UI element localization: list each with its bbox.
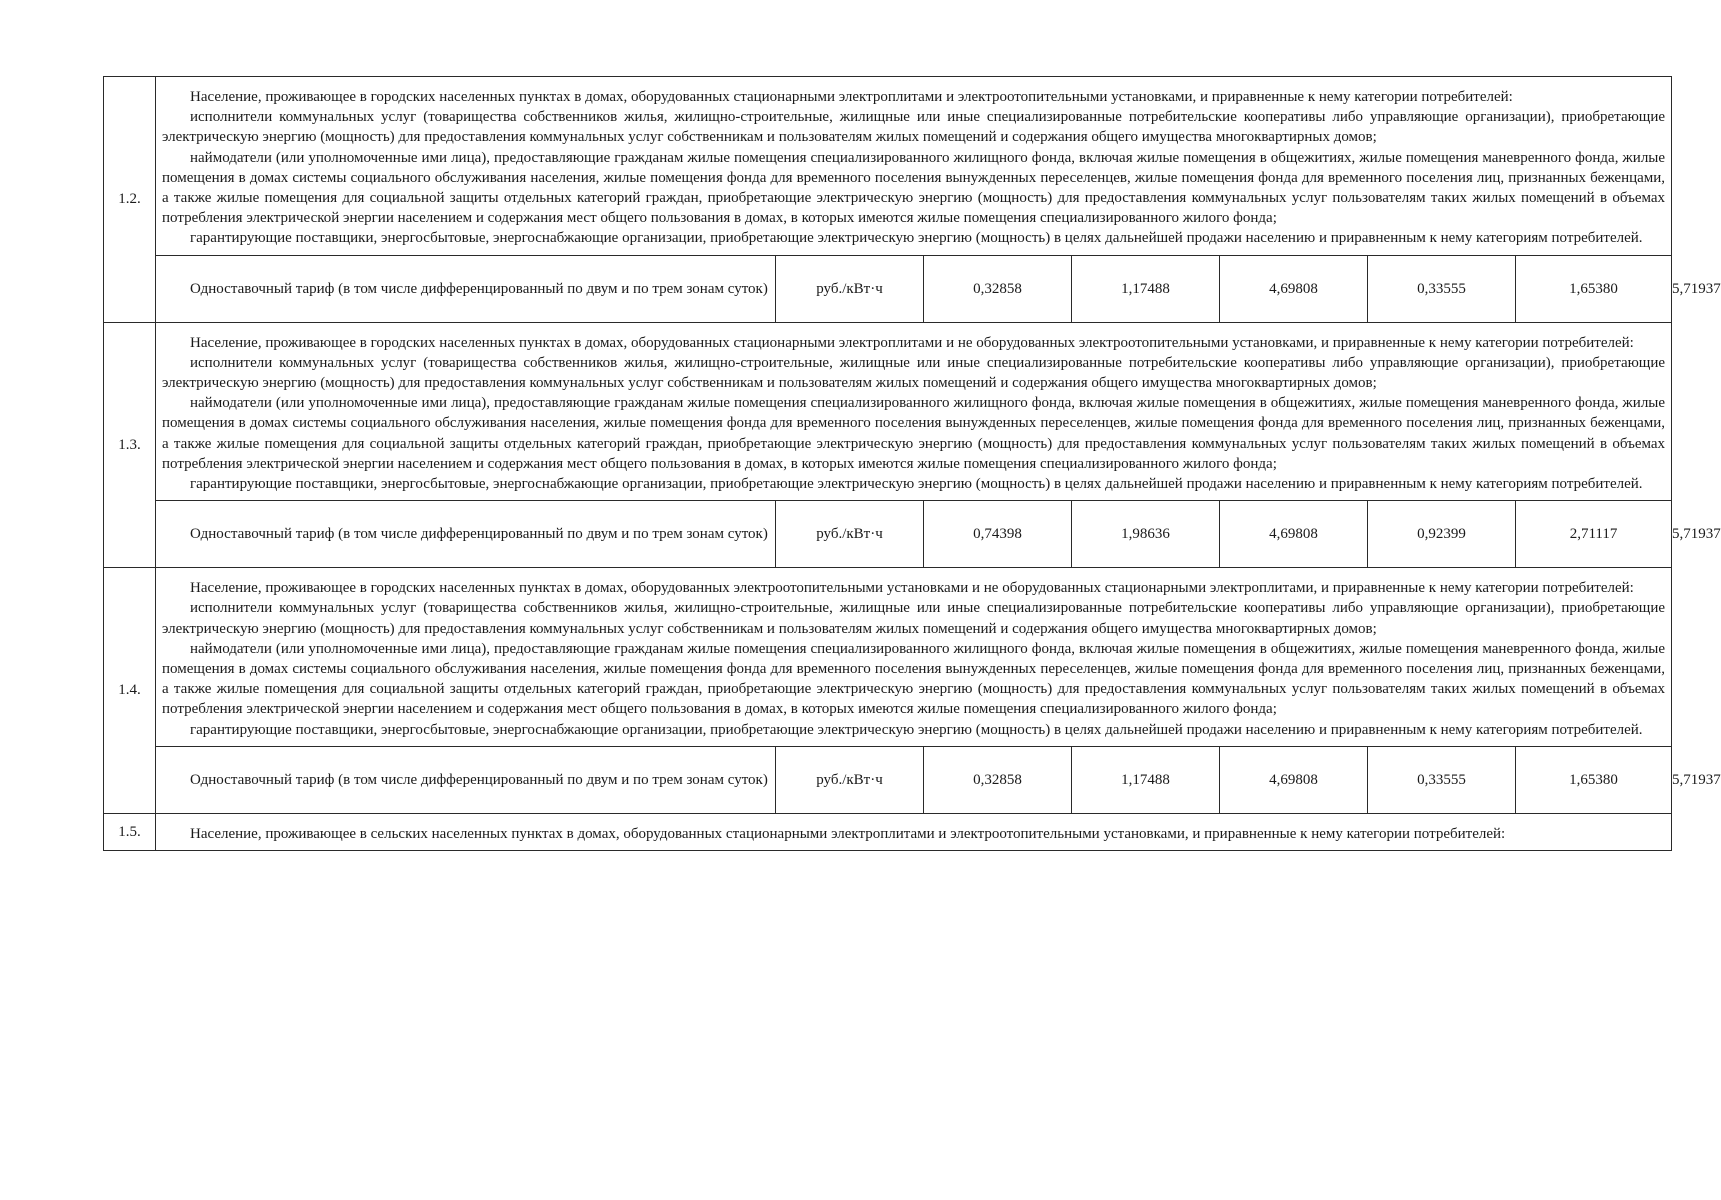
section-description — [156, 77, 1672, 256]
section-description-row — [104, 568, 1672, 747]
tariff-value: 0,33555 — [1368, 255, 1516, 322]
description-paragraph: Население, проживающее в городских населенных пунктах в домах, оборудованных электроотопительными установками и не оборудованных стационарными электроплитами, и приравненные к нему категории потребителей: — [190, 580, 1634, 597]
tariff-value: 0,33555 — [1368, 746, 1516, 813]
section-description-row — [104, 322, 1672, 501]
tariff-value: 0,32858 — [924, 255, 1072, 322]
description-paragraph: гарантирующие поставщики, энергосбытовые, энергоснабжающие организации, приобретающие электрическую энергию (мощность) в целях дальнейшей продажи населению и приравненным к нему категориям потребителей. — [190, 721, 1643, 738]
tariff-value: 0,92399 — [1368, 501, 1516, 568]
section-number: 1.2. — [104, 77, 156, 323]
description-paragraph: исполнители коммунальных услуг (товарищества собственников жилья, жилищно-строительные, жилищные или иные специализированные потребительские кооперативы либо управляющие организации), приобретающие электрическую энергию (мощность) для предоставления коммунальных услуг собственникам и пользователям жилых помещений и содержания общего имущества многоквартирных домов; — [162, 109, 1666, 146]
description-paragraph: гарантирующие поставщики, энергосбытовые, энергоснабжающие организации, приобретающие электрическую энергию (мощность) в целях дальнейшей продажи населению и приравненным к нему категориям потребителей. — [190, 476, 1643, 493]
tariff-unit: руб./кВт·ч — [776, 255, 924, 322]
section-number: 1.4. — [104, 568, 156, 814]
tariff-value: 1,65380 — [1516, 255, 1672, 322]
tariff-value: 1,17488 — [1072, 746, 1220, 813]
tariff-table — [103, 76, 1721, 851]
description-paragraph: наймодатели (или уполномоченные ими лица), предоставляющие гражданам жилые помещения специализированного жилищного фонда, включая жилые помещения в общежитиях, жилые помещения маневренного фонда, жилые помещения в домах системы социального обслуживания населения, жилые помещения фонда для временного поселения вынужденных переселенцев, жилые помещения фонда для временного поселения лиц, признанных беженцами, а также жилые помещения для социальной защиты отдельных категорий граждан, приобретающие электрическую энергию (мощность) для предоставления коммунальных услуг пользователям таких жилых помещений в объемах потребления электрической энергии населением и содержания мест общего пользования в домах, в которых имеются жилые помещения специализированного жилого фонда; — [162, 149, 1666, 227]
section-description — [156, 322, 1672, 501]
tariff-value: 1,17488 — [1072, 255, 1220, 322]
tariff-value: 4,69808 — [1220, 255, 1368, 322]
section-description-row — [104, 77, 1672, 256]
section-number: 1.3. — [104, 322, 156, 568]
tariff-label: Одноставочный тариф (в том числе дифференцированный по двум и по трем зонам суток) — [156, 501, 776, 568]
description-paragraph: наймодатели (или уполномоченные ими лица), предоставляющие гражданам жилые помещения специализированного жилищного фонда, включая жилые помещения в общежитиях, жилые помещения маневренного фонда, жилые помещения в домах системы социального обслуживания населения, жилые помещения фонда для временного поселения вынужденных переселенцев, жилые помещения фонда для временного поселения лиц, признанных беженцами, а также жилые помещения для социальной защиты отдельных категорий граждан, приобретающие электрическую энергию (мощность) для предоставления коммунальных услуг пользователям таких жилых помещений в объемах потребления электрической энергии населением и содержания мест общего пользования в домах, в которых имеются жилые помещения специализированного жилого фонда; — [162, 395, 1666, 472]
section-description-row — [104, 813, 1672, 850]
tariff-value: 0,74398 — [924, 501, 1072, 568]
tariff-label: Одноставочный тариф (в том числе дифференцированный по двум и по трем зонам суток) — [156, 746, 776, 813]
tariff-value: 4,69808 — [1220, 501, 1368, 568]
tariff-row: Одноставочный тариф (в том числе дифференцированный по двум и по трем зонам суток) руб./кВт·ч 0,32858 1,17488 4,69808 0,33555 1,65380 5,71937 — [104, 255, 1672, 322]
description-paragraph: исполнители коммунальных услуг (товарищества собственников жилья, жилищно-строительные, жилищные или иные специализированные потребительские кооперативы либо управляющие организации), приобретающие электрическую энергию (мощность) для предоставления коммунальных услуг собственникам и пользователям жилых помещений и содержания общего имущества многоквартирных домов; — [162, 354, 1666, 392]
section-description — [156, 813, 1672, 850]
tariff-value: 1,65380 — [1516, 746, 1672, 813]
tariff-value: 2,71117 — [1516, 501, 1672, 568]
description-paragraph: исполнители коммунальных услуг (товарищества собственников жилья, жилищно-строительные, жилищные или иные специализированные потребительские кооперативы либо управляющие организации), приобретающие электрическую энергию (мощность) для предоставления коммунальных услуг собственникам и пользователям жилых помещений и содержания общего имущества многоквартирных домов; — [162, 600, 1666, 637]
section-number: 1.5. — [104, 813, 156, 850]
tariff-value: 4,69808 — [1220, 746, 1368, 813]
section-description — [156, 568, 1672, 747]
description-paragraph: Население, проживающее в сельских населенных пунктах в домах, оборудованных стационарными электроплитами и электроотопительными установками, и приравненные к нему категории потребителей: — [190, 825, 1506, 842]
description-paragraph: наймодатели (или уполномоченные ими лица), предоставляющие гражданам жилые помещения специализированного жилищного фонда, включая жилые помещения в общежитиях, жилые помещения маневренного фонда, жилые помещения в домах системы социального обслуживания населения, жилые помещения фонда для временного поселения вынужденных переселенцев, жилые помещения фонда для временного поселения лиц, признанных беженцами, а также жилые помещения для социальной защиты отдельных категорий граждан, приобретающие электрическую энергию (мощность) для предоставления коммунальных услуг пользователям таких жилых помещений в объемах потребления электрической энергии населением и содержания мест общего пользования в домах, в которых имеются жилые помещения специализированного жилого фонда; — [162, 640, 1666, 718]
tariff-unit: руб./кВт·ч — [776, 746, 924, 813]
tariff-value: 1,98636 — [1072, 501, 1220, 568]
description-paragraph: Население, проживающее в городских населенных пунктах в домах, оборудованных стационарными электроплитами и не оборудованных электроотопительными установками, и приравненные к нему категории потребителей: — [190, 334, 1634, 351]
description-paragraph: Население, проживающее в городских населенных пунктах в домах, оборудованных стационарными электроплитами и электроотопительными установками, и приравненные к нему категории потребителей: — [190, 89, 1513, 105]
tariff-value: 0,32858 — [924, 746, 1072, 813]
tariff-row: Одноставочный тариф (в том числе дифференцированный по двум и по трем зонам суток) руб./кВт·ч 0,32858 1,17488 4,69808 0,33555 1,65380 5,71937 — [104, 746, 1672, 813]
tariff-label: Одноставочный тариф (в том числе дифференцированный по двум и по трем зонам суток) — [156, 255, 776, 322]
tariff-row: Одноставочный тариф (в том числе дифференцированный по двум и по трем зонам суток) руб./кВт·ч 0,74398 1,98636 4,69808 0,92399 2,71117 5,71937 — [104, 501, 1672, 568]
description-paragraph: гарантирующие поставщики, энергосбытовые, энергоснабжающие организации, приобретающие электрическую энергию (мощность) в целях дальнейшей продажи населению и приравненным к нему категориям потребителей. — [190, 230, 1643, 247]
tariff-unit: руб./кВт·ч — [776, 501, 924, 568]
